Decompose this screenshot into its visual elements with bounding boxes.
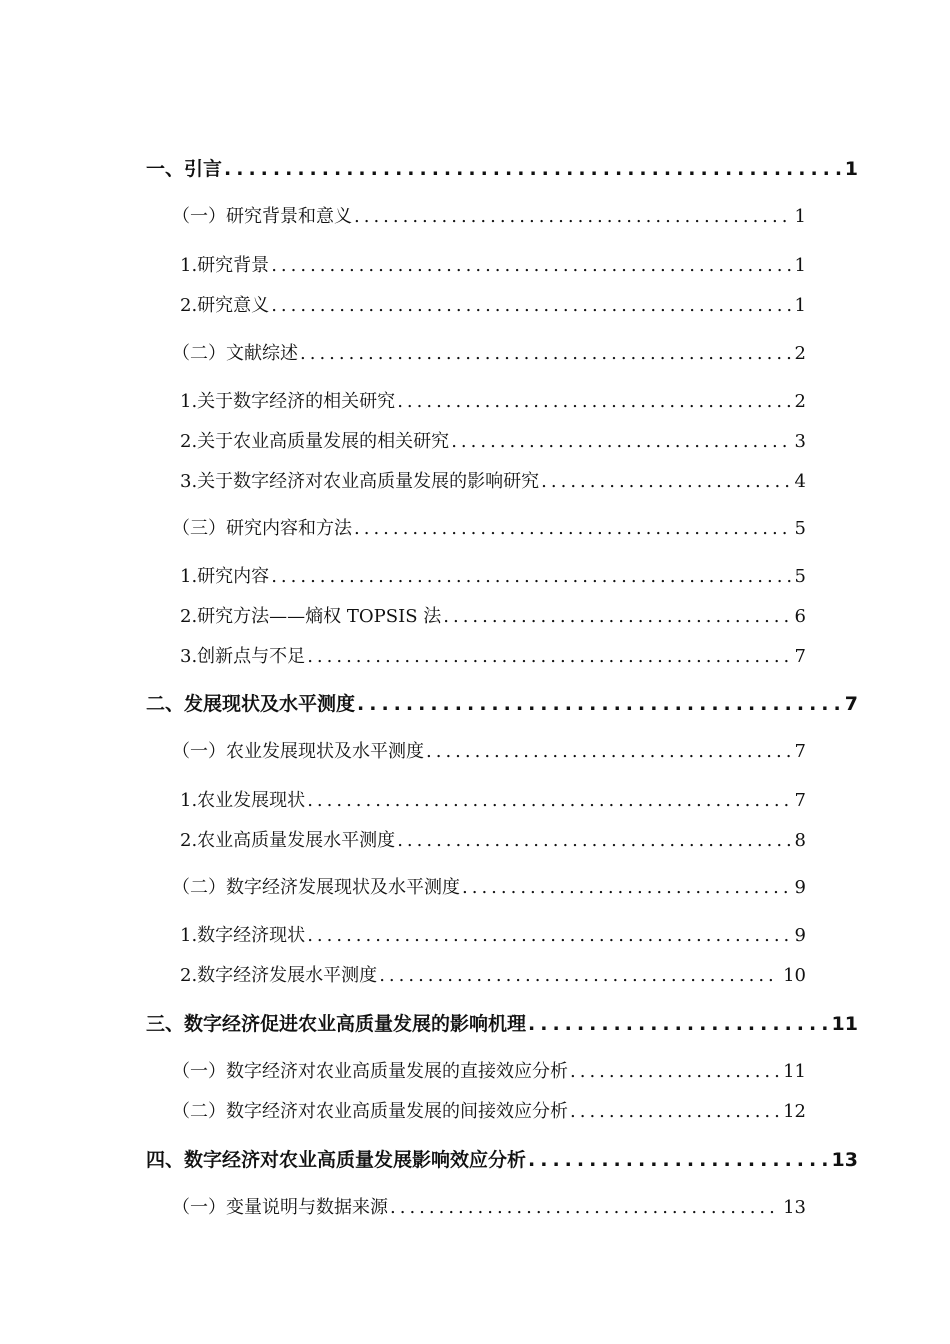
dot-leader (271, 255, 790, 276)
toc-page-number: 12 (783, 1101, 806, 1122)
toc-entry[interactable] (172, 202, 806, 228)
toc-page-number: 9 (794, 925, 806, 946)
toc-entry[interactable] (172, 339, 806, 365)
toc-entry[interactable] (146, 1145, 858, 1172)
toc-page-number: 11 (783, 1061, 806, 1082)
toc-entry[interactable] (180, 786, 806, 812)
toc-entry[interactable] (172, 514, 806, 540)
dot-leader (397, 391, 790, 412)
dot-leader (541, 471, 790, 492)
toc-page-number: 1 (794, 255, 806, 276)
dot-leader (271, 566, 790, 587)
dot-leader (300, 343, 791, 364)
dot-leader (426, 741, 791, 762)
dot-leader (307, 790, 790, 811)
toc-entry-label: 1.农业发展现状 (180, 790, 306, 811)
dot-leader (390, 1197, 779, 1218)
toc-page-number: 13 (783, 1197, 806, 1218)
toc-entry-label: 1.数字经济现状 (180, 925, 306, 946)
dot-leader (354, 206, 791, 227)
toc-page-number: 6 (794, 606, 806, 627)
toc-page-number: 11 (831, 1013, 858, 1035)
toc-entry-label: 1.研究内容 (180, 566, 270, 587)
toc-entry-label: （一）研究背景和意义 (172, 206, 352, 227)
toc-entry-label: 3.关于数字经济对农业高质量发展的影响研究 (180, 471, 540, 492)
dot-leader (451, 431, 790, 452)
dot-leader (462, 877, 791, 898)
toc-entry[interactable] (180, 562, 806, 588)
toc-page-number: 13 (831, 1149, 858, 1171)
dot-leader (307, 646, 790, 667)
toc-entry[interactable] (172, 737, 806, 763)
toc-entry-label: 二、发展现状及水平测度 (146, 693, 356, 715)
toc-entry[interactable] (180, 427, 806, 453)
dot-leader (224, 158, 841, 180)
toc-entry-label: 四、数字经济对农业高质量发展影响效应分析 (146, 1149, 527, 1171)
toc-entry[interactable] (180, 826, 806, 852)
toc-entry[interactable] (172, 1097, 806, 1123)
toc-entry[interactable] (146, 154, 858, 181)
toc-entry-label: （一）数字经济对农业高质量发展的直接效应分析 (172, 1061, 568, 1082)
toc-entry[interactable] (146, 1009, 858, 1036)
toc-page-number: 7 (794, 790, 806, 811)
toc-entry[interactable] (172, 1057, 806, 1083)
toc-entry-label: 2.关于农业高质量发展的相关研究 (180, 431, 450, 452)
toc-entry-label: （一）农业发展现状及水平测度 (172, 741, 424, 762)
dot-leader (354, 518, 791, 539)
toc-entry-label: 1.研究背景 (180, 255, 270, 276)
toc-entry-label: 一、引言 (146, 158, 223, 180)
toc-entry-label: 三、数字经济促进农业高质量发展的影响机理 (146, 1013, 527, 1035)
toc-entry-label: （一）变量说明与数据来源 (172, 1197, 388, 1218)
toc-page-number: 7 (844, 693, 858, 715)
toc-page-number: 3 (794, 431, 806, 452)
toc-page-number: 4 (794, 471, 806, 492)
toc-page-number: 2 (794, 391, 806, 412)
toc-entry-label: 2.农业高质量发展水平测度 (180, 830, 396, 851)
toc-page-number: 5 (794, 518, 806, 539)
dot-leader (397, 830, 790, 851)
toc-page-number: 5 (794, 566, 806, 587)
dot-leader (379, 965, 779, 986)
toc-entry-label: （二）数字经济对农业高质量发展的间接效应分析 (172, 1101, 568, 1122)
toc-page-number: 2 (794, 343, 806, 364)
toc-page-number: 1 (844, 158, 858, 180)
dot-leader (357, 693, 841, 715)
dot-leader (528, 1013, 828, 1035)
toc-page-number: 8 (794, 830, 806, 851)
toc-entry-label: （二）数字经济发展现状及水平测度 (172, 877, 460, 898)
toc-entry[interactable] (180, 921, 806, 947)
toc-entry[interactable] (180, 602, 806, 628)
toc-entry[interactable] (180, 387, 806, 413)
toc-entry-label: （二）文献综述 (172, 343, 298, 364)
dot-leader (570, 1101, 779, 1122)
toc-entry[interactable] (172, 873, 806, 899)
dot-leader (307, 925, 790, 946)
toc-page-number: 1 (794, 295, 806, 316)
dot-leader (528, 1149, 828, 1171)
dot-leader (570, 1061, 779, 1082)
toc-page-number: 7 (794, 741, 806, 762)
toc-entry-label: 2.数字经济发展水平测度 (180, 965, 378, 986)
toc-entry-label: （三）研究内容和方法 (172, 518, 352, 539)
toc-entry[interactable] (180, 251, 806, 277)
toc-entry[interactable] (180, 642, 806, 668)
toc-entry[interactable] (180, 467, 806, 493)
toc-page-number: 1 (794, 206, 806, 227)
toc-entry-label: 3.创新点与不足 (180, 646, 306, 667)
toc-page-number: 10 (783, 965, 806, 986)
toc-entry-label: 2.研究意义 (180, 295, 270, 316)
toc-page-number: 7 (794, 646, 806, 667)
toc-entry-label: 2.研究方法——熵权 TOPSIS 法 (180, 606, 442, 627)
toc-entry[interactable] (180, 291, 806, 317)
toc-entry[interactable] (172, 1193, 806, 1219)
toc-page-number: 9 (794, 877, 806, 898)
toc-entry[interactable] (146, 689, 858, 716)
toc-entry[interactable] (180, 961, 806, 987)
toc-entry-label: 1.关于数字经济的相关研究 (180, 391, 396, 412)
dot-leader (443, 606, 790, 627)
dot-leader (271, 295, 790, 316)
